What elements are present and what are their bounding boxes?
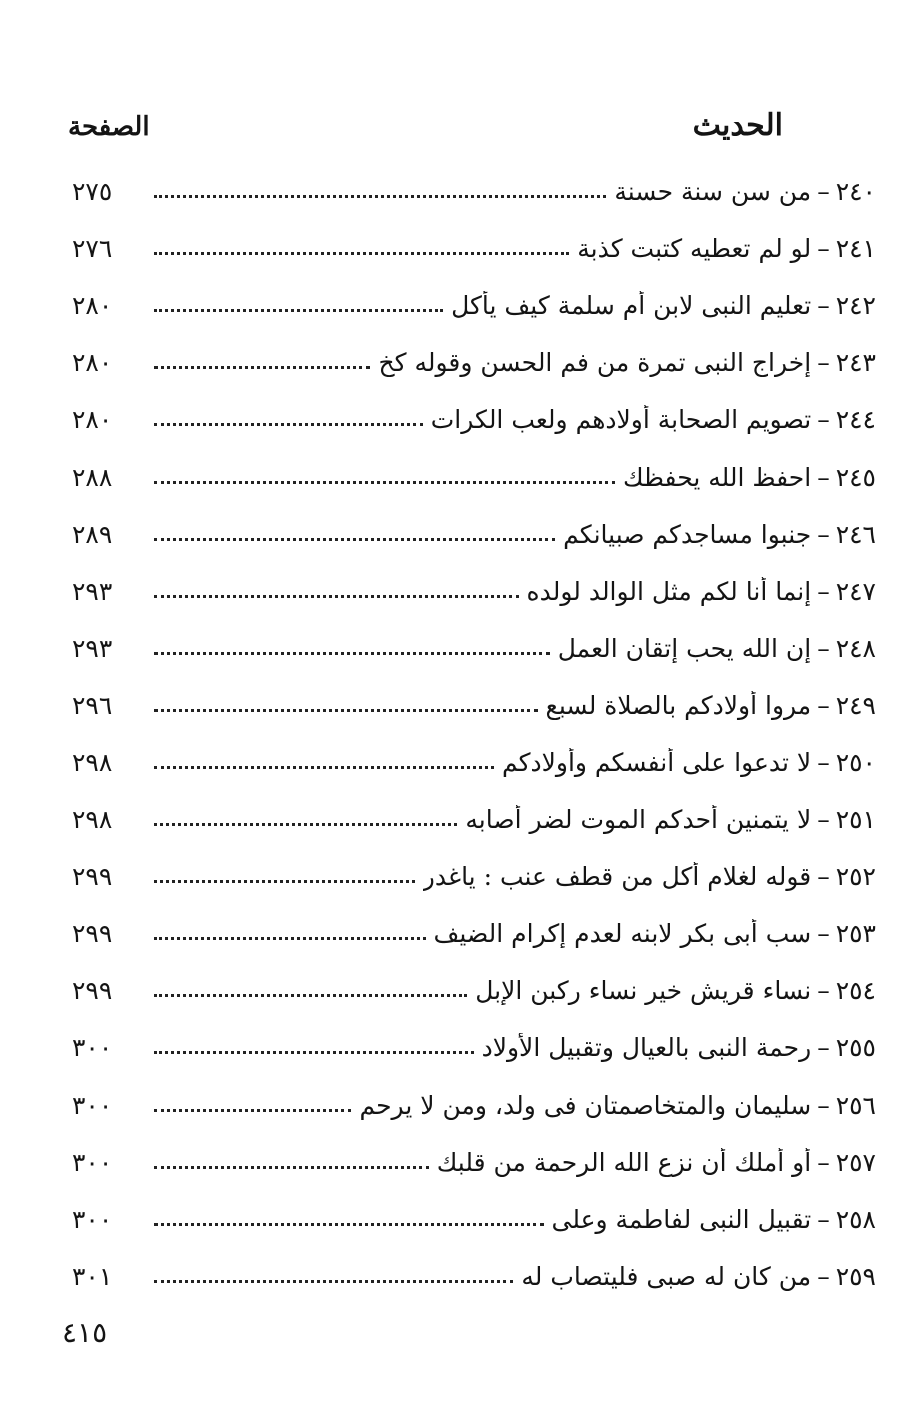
- entry-number: ٢٥٧: [835, 1147, 876, 1177]
- toc-entry: [72, 1134, 876, 1191]
- entry-page-number: ٢٩٨: [72, 747, 113, 777]
- entry-page-number: ٢٨٨: [72, 462, 113, 492]
- dot-leader: [154, 1109, 351, 1112]
- toc-entry: [72, 848, 876, 905]
- entry-dash: –: [817, 234, 830, 264]
- entry-title: تقبيل النبى لفاطمة وعلى: [551, 1204, 812, 1234]
- toc-entry: [72, 163, 876, 220]
- entry-page-number: ٣٠٠: [72, 1204, 113, 1234]
- entry-title: إن الله يحب إتقان العمل: [557, 633, 812, 663]
- toc-entry: [72, 1191, 876, 1248]
- entry-title: من كان له صبى فليتصاب له: [521, 1261, 812, 1291]
- entry-dash: –: [817, 462, 830, 492]
- entry-page-number: ٢٨٠: [72, 405, 113, 435]
- dot-leader: [154, 823, 457, 826]
- dot-leader: [154, 1166, 429, 1169]
- entry-number: ٢٥٦: [835, 1090, 876, 1120]
- toc-entry: [72, 734, 876, 791]
- entry-dash: –: [817, 291, 830, 321]
- dot-leader: [154, 652, 550, 655]
- entry-title: سب أبى بكر لابنه لعدم إكرام الضيف: [433, 919, 812, 949]
- entry-page-number: ٢٨٠: [72, 348, 113, 378]
- toc-entry: [72, 620, 876, 677]
- entry-number: ٢٤١: [835, 234, 876, 264]
- dot-leader: [154, 538, 555, 541]
- entry-dash: –: [817, 576, 830, 606]
- entry-title: جنبوا مساجدكم صبيانكم: [563, 519, 812, 549]
- entry-dash: –: [817, 1261, 830, 1291]
- entry-dash: –: [817, 633, 830, 663]
- entry-dash: –: [817, 1033, 830, 1063]
- entry-page-number: ٢٩٦: [72, 690, 113, 720]
- dot-leader: [154, 366, 370, 369]
- dot-leader: [154, 1280, 513, 1283]
- entry-page-number: ٢٩٣: [72, 576, 113, 606]
- dot-leader: [154, 994, 467, 997]
- toc-entry: [72, 448, 876, 505]
- toc-entry: [72, 905, 876, 962]
- entry-number: ٢٤٩: [835, 690, 876, 720]
- dot-leader: [154, 309, 443, 312]
- entry-title: لا تدعوا على أنفسكم وأولادكم: [501, 747, 812, 777]
- entry-page-number: ٣٠٠: [72, 1147, 113, 1177]
- entry-number: ٢٥٢: [835, 862, 876, 892]
- entry-number: ٢٥١: [835, 805, 876, 835]
- entry-title: تعليم النبى لابن أم سلمة كيف يأكل: [451, 291, 812, 321]
- entry-number: ٢٤٠: [835, 177, 876, 207]
- dot-leader: [154, 709, 538, 712]
- entry-number: ٢٥٩: [835, 1261, 876, 1291]
- dot-leader: [154, 937, 426, 940]
- entry-number: ٢٤٣: [835, 348, 876, 378]
- page-column-heading: الصفحة: [68, 112, 150, 142]
- entry-title: قوله لغلام أكل من قطف عنب : ياغدر: [422, 862, 812, 892]
- toc-entry: [72, 791, 876, 848]
- entry-dash: –: [817, 1090, 830, 1120]
- entry-number: ٢٤٢: [835, 291, 876, 321]
- entry-title: رحمة النبى بالعيال وتقبيل الأولاد: [481, 1033, 812, 1063]
- toc-entry: [72, 391, 876, 448]
- entry-number: ٢٥٠: [835, 747, 876, 777]
- toc-entry: [72, 1248, 876, 1305]
- entry-title: مروا أولادكم بالصلاة لسبع: [545, 690, 812, 720]
- toc-entry: [72, 1077, 876, 1134]
- entry-title: إنما أنا لكم مثل الوالد لولده: [526, 576, 812, 606]
- dot-leader: [154, 766, 494, 769]
- entry-title: نساء قريش خير نساء ركبن الإبل: [475, 976, 812, 1006]
- entry-dash: –: [817, 519, 830, 549]
- entry-page-number: ٢٨٠: [72, 291, 113, 321]
- table-header: [68, 108, 783, 152]
- toc-entry: [72, 277, 876, 334]
- entry-page-number: ٢٨٩: [72, 519, 113, 549]
- entry-dash: –: [817, 919, 830, 949]
- dot-leader: [154, 595, 519, 598]
- entry-title: أو أملك أن نزع الله الرحمة من قلبك: [436, 1147, 812, 1177]
- entry-dash: –: [817, 862, 830, 892]
- entry-page-number: ٢٩٩: [72, 919, 113, 949]
- dot-leader: [154, 195, 606, 198]
- entry-title: تصويم الصحابة أولادهم ولعب الكرات: [430, 405, 812, 435]
- entry-number: ٢٤٧: [835, 576, 876, 606]
- entry-page-number: ٣٠١: [72, 1261, 113, 1291]
- entry-dash: –: [817, 690, 830, 720]
- toc-entry: [72, 1019, 876, 1076]
- entry-page-number: ٢٩٩: [72, 862, 113, 892]
- entry-page-number: ٢٧٦: [72, 234, 113, 264]
- entry-title: لا يتمنين أحدكم الموت لضر أصابه: [465, 805, 812, 835]
- table-of-contents: [72, 163, 876, 1305]
- entry-title: من سن سنة حسنة: [614, 177, 812, 207]
- entry-dash: –: [817, 405, 830, 435]
- toc-entry: [72, 677, 876, 734]
- dot-leader: [154, 1051, 474, 1054]
- page-number: ٤١٥: [62, 1316, 108, 1349]
- toc-entry: [72, 220, 876, 277]
- entry-dash: –: [817, 1204, 830, 1234]
- toc-entry: [72, 962, 876, 1019]
- entry-dash: –: [817, 348, 830, 378]
- dot-leader: [154, 1223, 544, 1226]
- dot-leader: [154, 481, 615, 484]
- toc-entry: [72, 506, 876, 563]
- entry-page-number: ٢٩٨: [72, 805, 113, 835]
- entry-number: ٢٤٨: [835, 633, 876, 663]
- entry-number: ٢٤٥: [835, 462, 876, 492]
- entry-dash: –: [817, 177, 830, 207]
- entry-dash: –: [817, 747, 830, 777]
- entry-title: سليمان والمتخاصمتان فى ولد، ومن لا يرحم: [359, 1090, 812, 1120]
- entry-dash: –: [817, 805, 830, 835]
- entry-number: ٢٤٤: [835, 405, 876, 435]
- dot-leader: [154, 252, 569, 255]
- dot-leader: [154, 423, 423, 426]
- dot-leader: [154, 880, 415, 883]
- entry-page-number: ٢٧٥: [72, 177, 113, 207]
- toc-entry: [72, 563, 876, 620]
- entry-number: ٢٥٤: [835, 976, 876, 1006]
- entry-number: ٢٥٨: [835, 1204, 876, 1234]
- entry-title: إخراج النبى تمرة من فم الحسن وقوله كخ: [378, 348, 812, 378]
- entry-title: لو لم تعطيه كتبت كذبة: [577, 234, 812, 264]
- entry-number: ٢٥٥: [835, 1033, 876, 1063]
- entry-dash: –: [817, 976, 830, 1006]
- entry-page-number: ٣٠٠: [72, 1090, 113, 1120]
- entry-title: احفظ الله يحفظك: [622, 462, 812, 492]
- hadith-column-heading: الحديث: [692, 108, 783, 143]
- toc-entry: [72, 334, 876, 391]
- entry-page-number: ٢٩٣: [72, 633, 113, 663]
- entry-page-number: ٣٠٠: [72, 1033, 113, 1063]
- entry-number: ٢٥٣: [835, 919, 876, 949]
- entry-dash: –: [817, 1147, 830, 1177]
- entry-page-number: ٢٩٩: [72, 976, 113, 1006]
- entry-number: ٢٤٦: [835, 519, 876, 549]
